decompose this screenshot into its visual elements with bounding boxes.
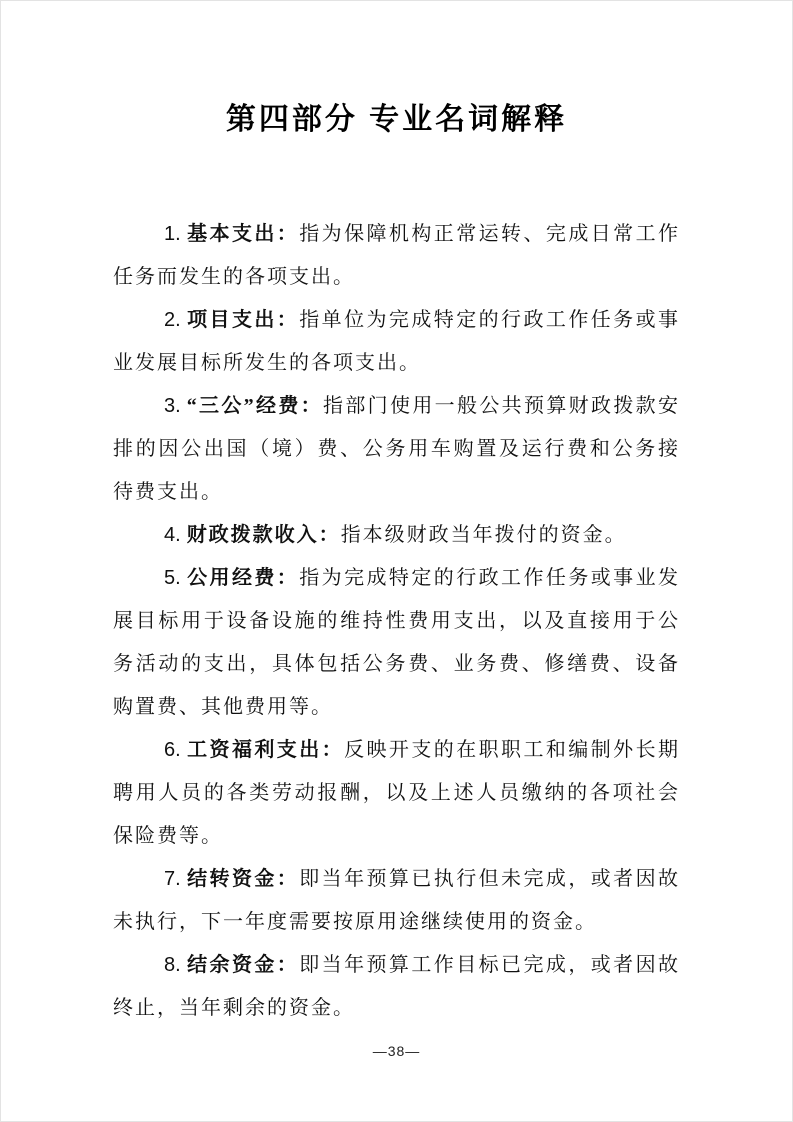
term-label: “三公”经费：: [186, 395, 324, 417]
term-number: 4.: [164, 524, 181, 546]
term-paragraph: [113, 213, 680, 299]
term-paragraph: [113, 385, 680, 514]
document-content: [1, 1, 792, 1030]
term-paragraph: [113, 299, 680, 385]
term-label: 工资福利支出：: [186, 739, 345, 761]
term-paragraph: [113, 944, 680, 1030]
term-definition: 指单位为完成特定的行政工作任务或事业发展目标所发生的各项支出。: [113, 309, 681, 374]
term-number: 7.: [164, 868, 181, 890]
term-number: 6.: [164, 739, 181, 761]
term-paragraph: [113, 514, 680, 557]
term-paragraph: [113, 858, 680, 944]
term-number: 8.: [164, 954, 181, 976]
term-paragraph: [113, 557, 680, 729]
term-definition: 指本级财政当年拨付的资金。: [340, 524, 627, 546]
term-label: 结余资金：: [186, 954, 300, 976]
term-definition: 即当年预算工作目标已完成，或者因故终止，当年剩余的资金。: [113, 954, 681, 1019]
term-definition: 即当年预算已执行但未完成，或者因故未执行，下一年度需要按原用途继续使用的资金。: [113, 868, 681, 933]
term-paragraph: [113, 729, 680, 858]
term-number: 5.: [164, 567, 181, 589]
term-label: 基本支出：: [186, 223, 300, 245]
term-number: 2.: [164, 309, 181, 331]
term-number: 3.: [164, 395, 181, 417]
term-definition: 指为完成特定的行政工作任务或事业发展目标用于设备设施的维持性费用支出，以及直接用于公务活动的支出，具体包括公务费、业务费、修缮费、设备购置费、其他费用等。: [113, 567, 681, 718]
term-label: 公用经费：: [186, 567, 300, 589]
page-number: —38—: [372, 1043, 421, 1059]
term-number: 1.: [164, 223, 181, 245]
term-definition: 反映开支的在职职工和编制外长期聘用人员的各类劳动报酬，以及上述人员缴纳的各项社会保险费等。: [113, 739, 681, 847]
term-label: 项目支出：: [186, 309, 300, 331]
term-definition: 指部门使用一般公共预算财政拨款安排的因公出国（境）费、公务用车购置及运行费和公务接待费支出。: [113, 395, 681, 503]
term-label: 结转资金：: [186, 868, 300, 890]
page-title: 第四部分 专业名词解释: [225, 103, 568, 136]
term-label: 财政拨款收入：: [186, 524, 341, 546]
term-definition: 指为保障机构正常运转、完成日常工作任务而发生的各项支出。: [113, 223, 681, 288]
